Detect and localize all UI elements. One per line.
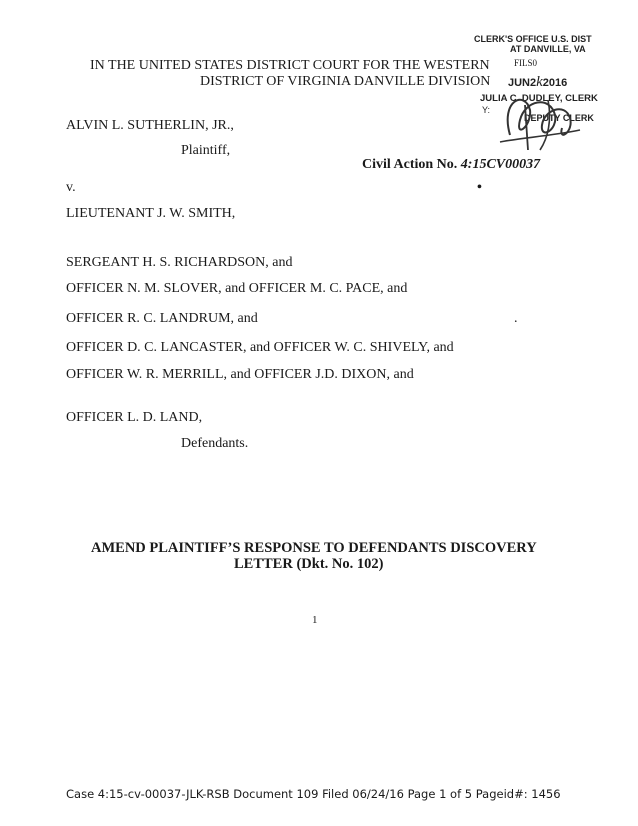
defendant-line: SERGEANT H. S. RICHARDSON, and [66, 255, 293, 270]
civil-action-label: Civil Action No. [362, 157, 458, 172]
versus: v. [66, 180, 76, 195]
deputy-signature [470, 80, 590, 160]
stamp-date-year: 2016 [542, 77, 568, 89]
document-title-line-1: AMEND PLAINTIFF’S RESPONSE TO DEFENDANTS DISCOVERY [91, 540, 537, 556]
document-title-docket: (Dkt. No. 102) [296, 556, 384, 572]
defendant-line: OFFICER N. M. SLOVER, and OFFICER M. C. PACE, and [66, 281, 408, 296]
stray-period: . [514, 311, 518, 326]
stamp-by: Y: [482, 105, 491, 115]
bullet-mark: • [477, 180, 482, 195]
document-title-line-2 [234, 556, 383, 572]
stamp-date-mark: k [536, 74, 543, 90]
stamp-office: CLERK'S OFFICE U.S. DIST [474, 34, 592, 44]
defendant-line: OFFICER R. C. LANDRUM, and [66, 311, 258, 326]
page-number: 1 [312, 614, 318, 626]
court-header-line-2: DISTRICT OF VIRGINIA DANVILLE DIVISION [200, 74, 491, 89]
document-footer: Case 4:15-cv-00037-JLK-RSB Document 109 Filed 06/24/16 Page 1 of 5 Pageid#: 1456 [66, 787, 561, 801]
plaintiff-role: Plaintiff, [181, 143, 231, 158]
stamp-location: AT DANVILLE, VA [510, 44, 586, 54]
defendant-line: OFFICER W. R. MERRILL, and OFFICER J.D. DIXON, and [66, 367, 414, 382]
stamp-filed: FILS0 [514, 58, 538, 68]
civil-action-number: 4:15CV00037 [460, 157, 541, 172]
court-header-line-1: IN THE UNITED STATES DISTRICT COURT FOR THE WESTERN [90, 58, 490, 73]
stamp-date-prefix: JUN2 [508, 77, 537, 89]
document-title-letter: LETTER [234, 556, 293, 572]
stamp-clerk: JULIA C. DUDLEY, CLERK [480, 93, 598, 104]
defendant-line: OFFICER D. C. LANCASTER, and OFFICER W. C. SHIVELY, and [66, 340, 454, 355]
plaintiff-name: ALVIN L. SUTHERLIN, JR., [66, 118, 234, 133]
defendant-line: OFFICER L. D. LAND, [66, 410, 203, 425]
stamp-deputy: DEPUTY CLERK [524, 113, 594, 123]
civil-action [362, 157, 540, 173]
defendants-role: Defendants. [181, 436, 249, 451]
defendant-line: LIEUTENANT J. W. SMITH, [66, 206, 236, 221]
